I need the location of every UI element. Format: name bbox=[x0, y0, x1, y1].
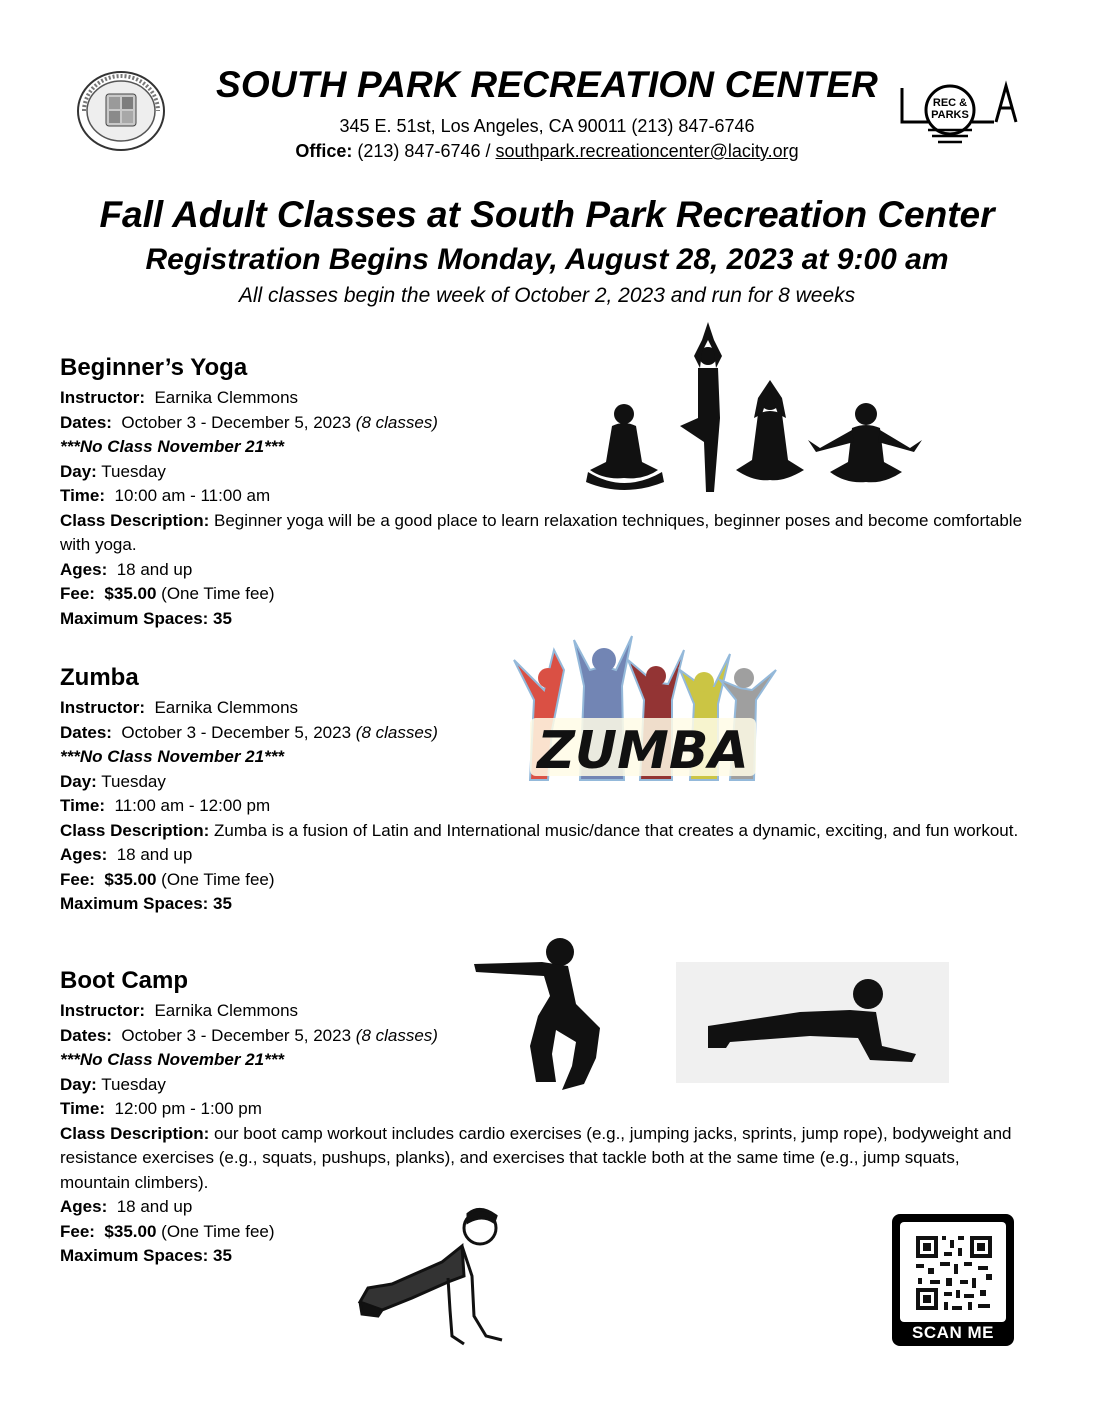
class-time: Time: 10:00 am - 11:00 am bbox=[60, 486, 271, 505]
class-fee: Fee: $35.00 (One Time fee) bbox=[60, 1221, 275, 1241]
class-description: Class Description: Beginner yoga will be a good place to learn relaxation techniques, beginner poses and become comfortable with yoga. bbox=[60, 510, 1023, 554]
svg-text:PARKS: PARKS bbox=[931, 109, 969, 121]
class-ages: Ages: 18 and up bbox=[60, 559, 193, 579]
class-title: Beginner’s Yoga bbox=[60, 354, 248, 381]
class-max-spaces: Maximum Spaces: 35 bbox=[60, 608, 232, 628]
class-day: Day: Tuesday bbox=[60, 1074, 166, 1094]
zumba-dancers-image bbox=[504, 630, 782, 798]
qr-code-scan-me[interactable] bbox=[892, 1214, 1014, 1346]
class-description: Class Description: our boot camp workout includes cardio exercises (e.g., jumping jacks, sprints, jump rope), bodyweight and resistance exercises (e.g., squats, pushups, planks), and exercises that tackle both at the same time (e.g., jump squats, mountain climbers). bbox=[60, 1123, 1012, 1192]
class-fee: Fee: $35.00 (One Time fee) bbox=[60, 584, 275, 603]
yoga-silhouettes-image bbox=[584, 322, 926, 494]
no-class-note: ***No Class November 21*** bbox=[60, 1050, 284, 1069]
registration-date: Registration Begins Monday, August 28, 2023 at 9:00 am bbox=[145, 243, 949, 276]
class-description: Class Description: Zumba is a fusion of Latin and International music/dance that creates a dynamic, exciting, and fun workout. bbox=[60, 820, 1019, 840]
class-time: Time: 11:00 am - 12:00 pm bbox=[60, 796, 271, 815]
plank-silhouette-image bbox=[700, 968, 930, 1074]
class-max-spaces: Maximum Spaces: 35 bbox=[60, 1246, 232, 1265]
class-instructor: Instructor: Earnika Clemmons bbox=[60, 388, 299, 407]
squat-silhouette-image bbox=[472, 934, 608, 1096]
class-instructor: Instructor: Earnika Clemmons bbox=[60, 698, 299, 717]
no-class-note: ***No Class November 21*** bbox=[60, 747, 284, 766]
center-title: SOUTH PARK RECREATION CENTER bbox=[215, 64, 879, 105]
pushup-figure-image bbox=[352, 1206, 512, 1356]
class-fee: Fee: $35.00 (One Time fee) bbox=[60, 869, 275, 889]
zumba-word: ZUMBA bbox=[537, 721, 749, 781]
class-max-spaces: Maximum Spaces: 35 bbox=[60, 894, 232, 913]
scan-me-label: SCAN ME bbox=[912, 1323, 994, 1342]
class-ages: Ages: 18 and up bbox=[60, 1197, 193, 1216]
page-headline: Fall Adult Classes at South Park Recreation Center bbox=[99, 194, 995, 235]
class-time: Time: 12:00 pm - 1:00 pm bbox=[60, 1099, 262, 1118]
class-day: Day: Tuesday bbox=[60, 771, 166, 791]
class-day: Day: Tuesday bbox=[60, 461, 166, 481]
svg-text:REC &: REC & bbox=[932, 97, 968, 109]
office-email-link[interactable]: southpark.recreationcenter@lacity.org bbox=[495, 141, 799, 161]
no-class-note: ***No Class November 21*** bbox=[60, 437, 284, 456]
class-dates: Dates: October 3 - December 5, 2023 (8 classes) bbox=[60, 1025, 438, 1045]
class-title: Boot Camp bbox=[60, 967, 188, 994]
class-dates: Dates: October 3 - December 5, 2023 (8 classes) bbox=[60, 412, 438, 432]
class-instructor: Instructor: Earnika Clemmons bbox=[60, 1001, 299, 1020]
office-label: Office: bbox=[295, 141, 353, 161]
office-phone: (213) 847-6746 / bbox=[352, 141, 496, 161]
office-contact bbox=[0, 141, 1094, 162]
center-address: 345 E. 51st, Los Angeles, CA 90011 (213) 847-6746 bbox=[339, 116, 755, 136]
class-title: Zumba bbox=[60, 664, 139, 691]
qr-code-icon bbox=[900, 1222, 1006, 1322]
class-ages: Ages: 18 and up bbox=[60, 845, 193, 864]
classes-start-note: All classes begin the week of October 2, 2023 and run for 8 weeks bbox=[238, 284, 856, 307]
class-dates: Dates: October 3 - December 5, 2023 (8 classes) bbox=[60, 722, 438, 742]
